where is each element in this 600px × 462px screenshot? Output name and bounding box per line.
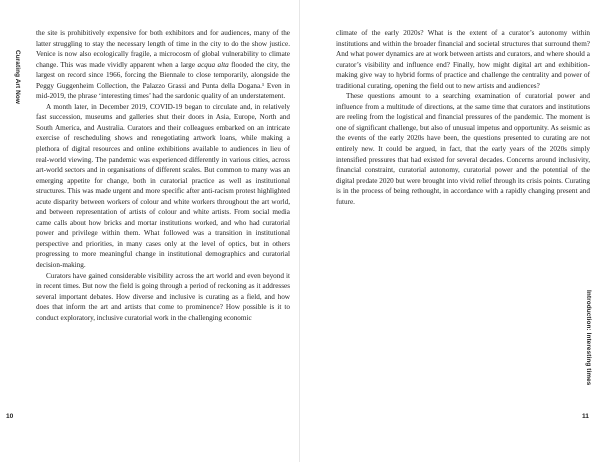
right-page-number: 11: [582, 413, 589, 420]
left-text-column: [36, 28, 290, 323]
right-running-head: Introduction: Interesting times: [585, 290, 592, 386]
right-text-column: [336, 28, 590, 207]
italic-term: acqua alta: [197, 60, 229, 69]
right-page: [300, 0, 600, 462]
left-paragraph-1: the site is prohibitively expensive for both exhibitors and for audiences, many of the latter struggling to stay the necessary length of time in the city to do the show justice. Venice is now also ecologically fragile, a microcosm of global vulnerability to climate change. This was made vividly apparent when a large acqua alta flooded the city, the largest on record since 1966, forcing the Biennale to close temporarily, alongside the Peggy Guggenheim Collection, the Palazzo Grassi and Punta della Dogana.¹ Even in mid-2019, the phrase ‘interesting times’ had the sardonic quality of an understatement.: [36, 29, 291, 101]
left-paragraph-2: A month later, in December 2019, COVID-19 began to circulate and, in relatively fast succession, museums and galleries shut their doors in Asia, Europe, North and South America, and Australia. Curators and their colleagues embarked on an intricate exercise of rescheduling shows and renegotiating artwork loans, while making a plethora of digital resources and online exhibitions available to audiences in lieu of real-world viewing. The pandemic was experienced differently in various cities, across art-world sectors and in organisations of different scales. But common to many was an emerging appetite for change, both in curatorial practice as well as institutional structures. This was made urgent and more specific after anti-racism protest highlighted acute disparity between workers of colour and white workers throughout the art world, and between representation of artists of colour and white artists. From social media came calls about how bricks and mortar institutions worked, and who had curatorial power and privilege within them. What followed was a transition in institutional perspective and priorities, in many cases only at the level of optics, but in others progressing to more meaningful change in institutional demographics and curatorial decision-making.: [36, 102, 290, 270]
left-paragraph-3: Curators have gained considerable visibility across the art world and even beyond it in recent times. But now the field is going through a period of reckoning as it addresses several important debates. How diverse and inclusive is curating as a field, and how does that inform the art and artists that come to prominence? How possible is it to conduct exploratory, inclusive curatorial work in the challenging economic: [36, 271, 290, 322]
left-running-head: Curating Art Now: [14, 50, 21, 104]
right-paragraph-1: climate of the early 2020s? What is the extent of a curator’s autonomy within institutions and within the broader financial and societal structures that surround them? And what power dynamics are at work between artists and curators, and where should a curator’s visibility and influence end? Finally, how might digital art and exhibition-making give way to hybrid forms of practice and challenge the centrality and power of traditional curating, opening the field out to new artists and audiences?: [336, 29, 590, 90]
right-paragraph-2: These questions amount to a searching examination of curatorial power and influence from a multitude of directions, at the same time that curators and institutions are reeling from the logistical and financial pressures of the pandemic. The moment is one of significant challenge, but also of unusual impetus and opportunity. As seismic as the events of the early 2020s have been, the questions presented to curating are not entirely new. It could be argued, in fact, that the early years of the 2020s simply intensified pressures that had existed for several decades. Concerns around inclusivity, financial constraint, curatorial autonomy, curatorial power and the potential of the digital predate 2020 but were brought into vivid relief through its crisis points. Curating is in the process of being rethought, in accordance with a rapidly changing present and future.: [336, 92, 590, 206]
left-page-number: 10: [6, 413, 14, 420]
